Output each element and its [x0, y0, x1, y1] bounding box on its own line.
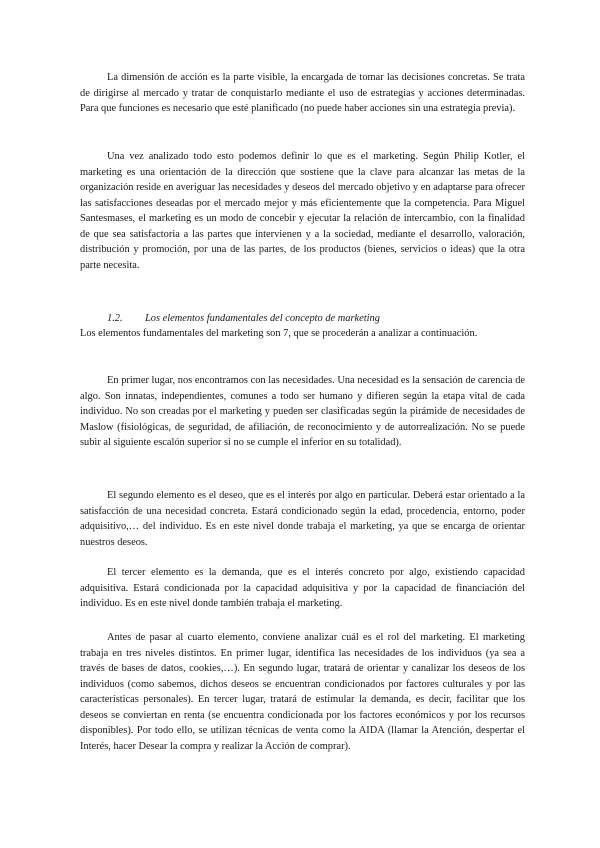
paragraph-elements-intro: Los elementos fundamentales del marketing son 7, que se procederán a analizar a continuación.: [80, 328, 478, 339]
section-title: Los elementos fundamentales del concepto de marketing: [145, 313, 380, 324]
paragraph-needs: En primer lugar, nos encontramos con las necesidades. Una necesidad es la sensación de carencia de algo. Son innatas, independientes, comunes a todo ser humano y difieren según la etapa vital de cada individuo. No son creadas por el marketing y pueden ser clasificadas según la pirámide de necesidades de Maslow (fisiológicas, de seguridad, de afiliación, de reconocimiento y de autorrealización. No se puede subir al siguiente escalón superior si no se cumple el inferior en su totalidad).: [80, 375, 525, 448]
paragraph-marketing-definition: Una vez analizado todo esto podemos definir lo que es el marketing. Según Philip Kotler, el marketing es una orientación de la dirección que sostiene que la clave para alcanzar las metas de la organización reside en averiguar las necesidades y deseos del mercado objetivo y en adaptarse para ofrecer las satisfacciones deseadas por el mercado mejor y más eficientemente que la competencia. Para Miguel Santesmases, el marketing es un modo de concebir y ejecutar la relación de intercambio, con la finalidad de que sea satisfactoria a las partes que intervienen y a la sociedad, mediante el desarrollo, valoración, distribución y promoción, por una de las partes, de los productos (bienes, servicios o ideas) que la otra parte necesita.: [80, 151, 525, 271]
paragraph-action-dimension: La dimensión de acción es la parte visible, la encargada de tomar las decisiones concretas. Se trata de dirigirse al mercado y tratar de conquistarlo mediante el uso de estrategias y acciones determinadas. Para que funciones es necesario que esté planificado (no puede haber acciones sin una estrategia previa).: [80, 72, 525, 114]
paragraph-desire: El segundo elemento es el deseo, que es el interés por algo en particular. Deberá estar orientado a la satisfacción de una necesidad concreta. Estará condicionado según la edad, procedencia, entorno, poder adquisitivo,… del individuo. Es en este nivel donde trabaja el marketing, ya que se encarga de orientar nuestros deseos.: [80, 490, 525, 548]
paragraph-demand: El tercer elemento es la demanda, que es el interés concreto por algo, existiendo capacidad adquisitiva. Estará condicionada por la capacidad adquisitiva y por la capacidad de financiación del individuo. Es en este nivel donde también trabaja el marketing.: [80, 567, 525, 609]
section-number: 1.2.: [107, 313, 123, 324]
paragraph-marketing-role: Antes de pasar al cuarto elemento, conviene analizar cuál es el rol del marketing. El marketing trabaja en tres niveles distintos. En primer lugar, identifica las necesidades de los individuos (ya sea a través de bases de datos, cookies,…). En segundo lugar, tratará de orientar y canalizar los deseos de los individuos (como sabemos, dichos deseos se encuentran condicionados por factores culturales y por las características personales). En tercer lugar, tratará de estimular la demanda, es decir, facilitar que los deseos se conviertan en renta (se encuentra condicionada por los factores económicos y por los recursos disponibles). Por todo ello, se utilizan técnicas de venta como la AIDA (llamar la Atención, despertar el Interés, hacer Desear la compra y realizar la Acción de comprar).: [80, 632, 525, 752]
section-heading: [80, 311, 525, 327]
